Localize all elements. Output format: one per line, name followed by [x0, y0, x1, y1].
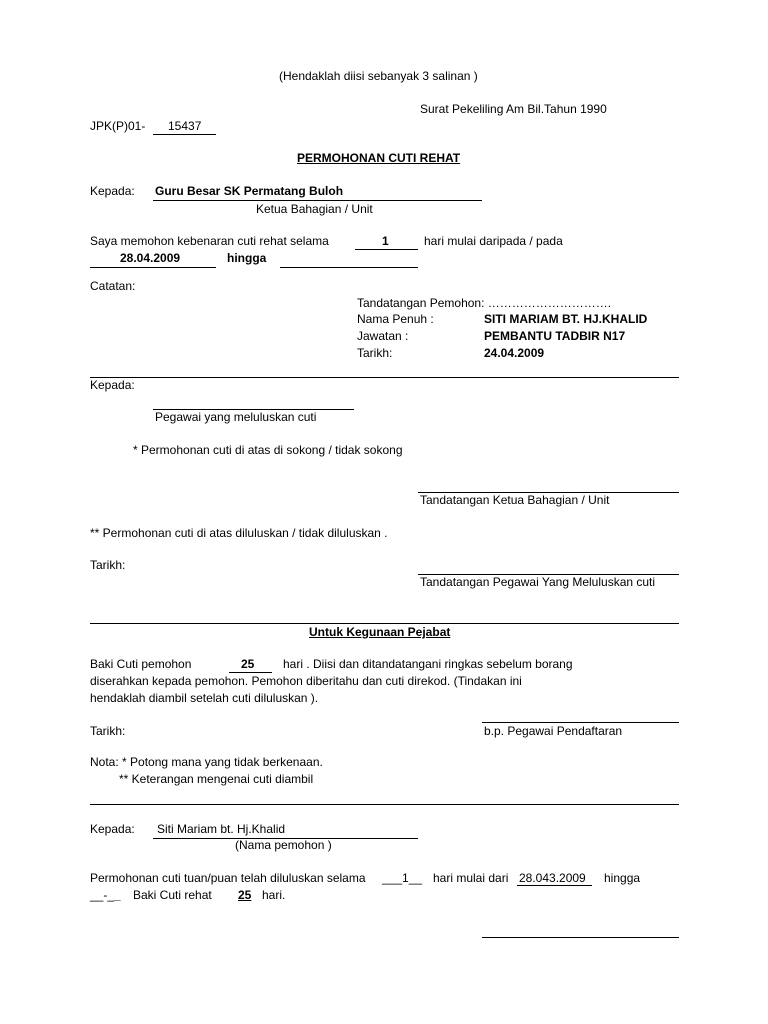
- reference-number: 15437: [168, 119, 202, 133]
- form-title: PERMOHONAN CUTI REHAT: [297, 151, 461, 165]
- head-signature-caption: Tandatangan Ketua Bahagian / Unit: [420, 493, 610, 507]
- approved-days-value: ___1__: [382, 871, 423, 885]
- leave-days-value: 1: [382, 234, 389, 248]
- leave-start-date: 28.04.2009: [120, 251, 181, 265]
- leave-request-text: Saya memohon kebenaran cuti rehat selama: [90, 234, 329, 248]
- approved-end-date: __-__: [90, 888, 121, 902]
- until-label: hingga: [227, 251, 267, 265]
- recipient-caption: Ketua Bahagian / Unit: [256, 202, 373, 216]
- office-section-divider: [90, 623, 679, 624]
- applicant-name-value: Siti Mariam bt. Hj.Khalid: [157, 822, 286, 836]
- office-use-title: Untuk Kegunaan Pejabat: [309, 625, 451, 639]
- office-date-label: Tarikh:: [90, 724, 126, 738]
- to-label: Kepada:: [90, 184, 135, 198]
- section-divider: [90, 377, 679, 378]
- registrar-caption: b.p. Pegawai Pendaftaran: [484, 724, 623, 738]
- applicant-date-value: 24.04.2009: [484, 346, 545, 360]
- office-note-line-1: hari . Diisi dan ditandatangani ringkas sebelum borang: [283, 657, 573, 671]
- full-name-value: SITI MARIAM BT. HJ.KHALID: [484, 312, 648, 326]
- leave-days-suffix: hari mulai daripada / pada: [424, 234, 563, 248]
- position-value: PEMBANTU TADBIR N17: [484, 329, 626, 343]
- leave-days-underline: [355, 249, 418, 250]
- approver-caption: Pegawai yang meluluskan cuti: [155, 410, 317, 424]
- full-name-label: Nama Penuh :: [357, 312, 434, 326]
- final-signature-line: [482, 937, 679, 938]
- reference-number-underline: [153, 134, 216, 135]
- recipient-name: Guru Besar SK Permatang Buloh: [155, 184, 344, 198]
- approval-to-label: Kepada:: [90, 378, 135, 392]
- applicant-name-caption: (Nama pemohon ): [235, 838, 332, 852]
- reference-prefix: JPK(P)01-: [90, 119, 146, 133]
- start-date-underline: [90, 267, 216, 268]
- reply-section-divider: [90, 804, 679, 805]
- remaining-balance-suffix: hari.: [262, 888, 286, 902]
- position-label: Jawatan :: [357, 329, 409, 343]
- approver-signature-caption: Tandatangan Pegawai Yang Meluluskan cuti: [420, 575, 656, 589]
- approved-start-date: 28.043.2009: [519, 871, 586, 885]
- copies-note: (Hendaklah diisi sebanyak 3 salinan ): [279, 69, 478, 83]
- applicant-signature-label: Tandatangan Pemohon: ………………………….: [357, 296, 612, 310]
- end-date-underline: [280, 267, 418, 268]
- office-note-line-2: diserahkan kepada pemohon. Pemohon diberitahu dan cuti direkod. (Tindakan ini: [90, 674, 522, 688]
- registrar-signature-line: [482, 722, 679, 723]
- reply-until-label: hingga: [604, 871, 641, 885]
- approved-start-underline: [517, 885, 592, 886]
- reply-text-1: Permohonan cuti tuan/puan telah diluluskan selama: [90, 871, 366, 885]
- remaining-balance-label: Baki Cuti rehat: [133, 888, 212, 902]
- approval-statement: ** Permohonan cuti di atas diluluskan / tidak diluluskan .: [90, 526, 388, 540]
- reply-text-2: hari mulai dari: [433, 871, 509, 885]
- footnote-2: ** Keterangan mengenai cuti diambil: [119, 772, 314, 786]
- office-note-line-3: hendaklah diambil setelah cuti diluluskan ).: [90, 691, 319, 705]
- leave-balance-value: 25: [241, 657, 255, 671]
- notes-label: Catatan:: [90, 279, 136, 293]
- leave-balance-label: Baki Cuti pemohon: [90, 657, 192, 671]
- remaining-balance-value: 25: [238, 888, 252, 902]
- support-statement: * Permohonan cuti di atas di sokong / tidak sokong: [133, 443, 403, 457]
- footnote-1: Nota: * Potong mana yang tidak berkenaan.: [90, 755, 323, 769]
- approval-date-label: Tarikh:: [90, 558, 126, 572]
- circular-reference: Surat Pekeliling Am Bil.Tahun 1990: [420, 102, 607, 116]
- recipient-underline: [153, 200, 482, 201]
- reply-to-label: Kepada:: [90, 822, 135, 836]
- leave-balance-underline: [229, 672, 272, 673]
- applicant-date-label: Tarikh:: [357, 346, 393, 360]
